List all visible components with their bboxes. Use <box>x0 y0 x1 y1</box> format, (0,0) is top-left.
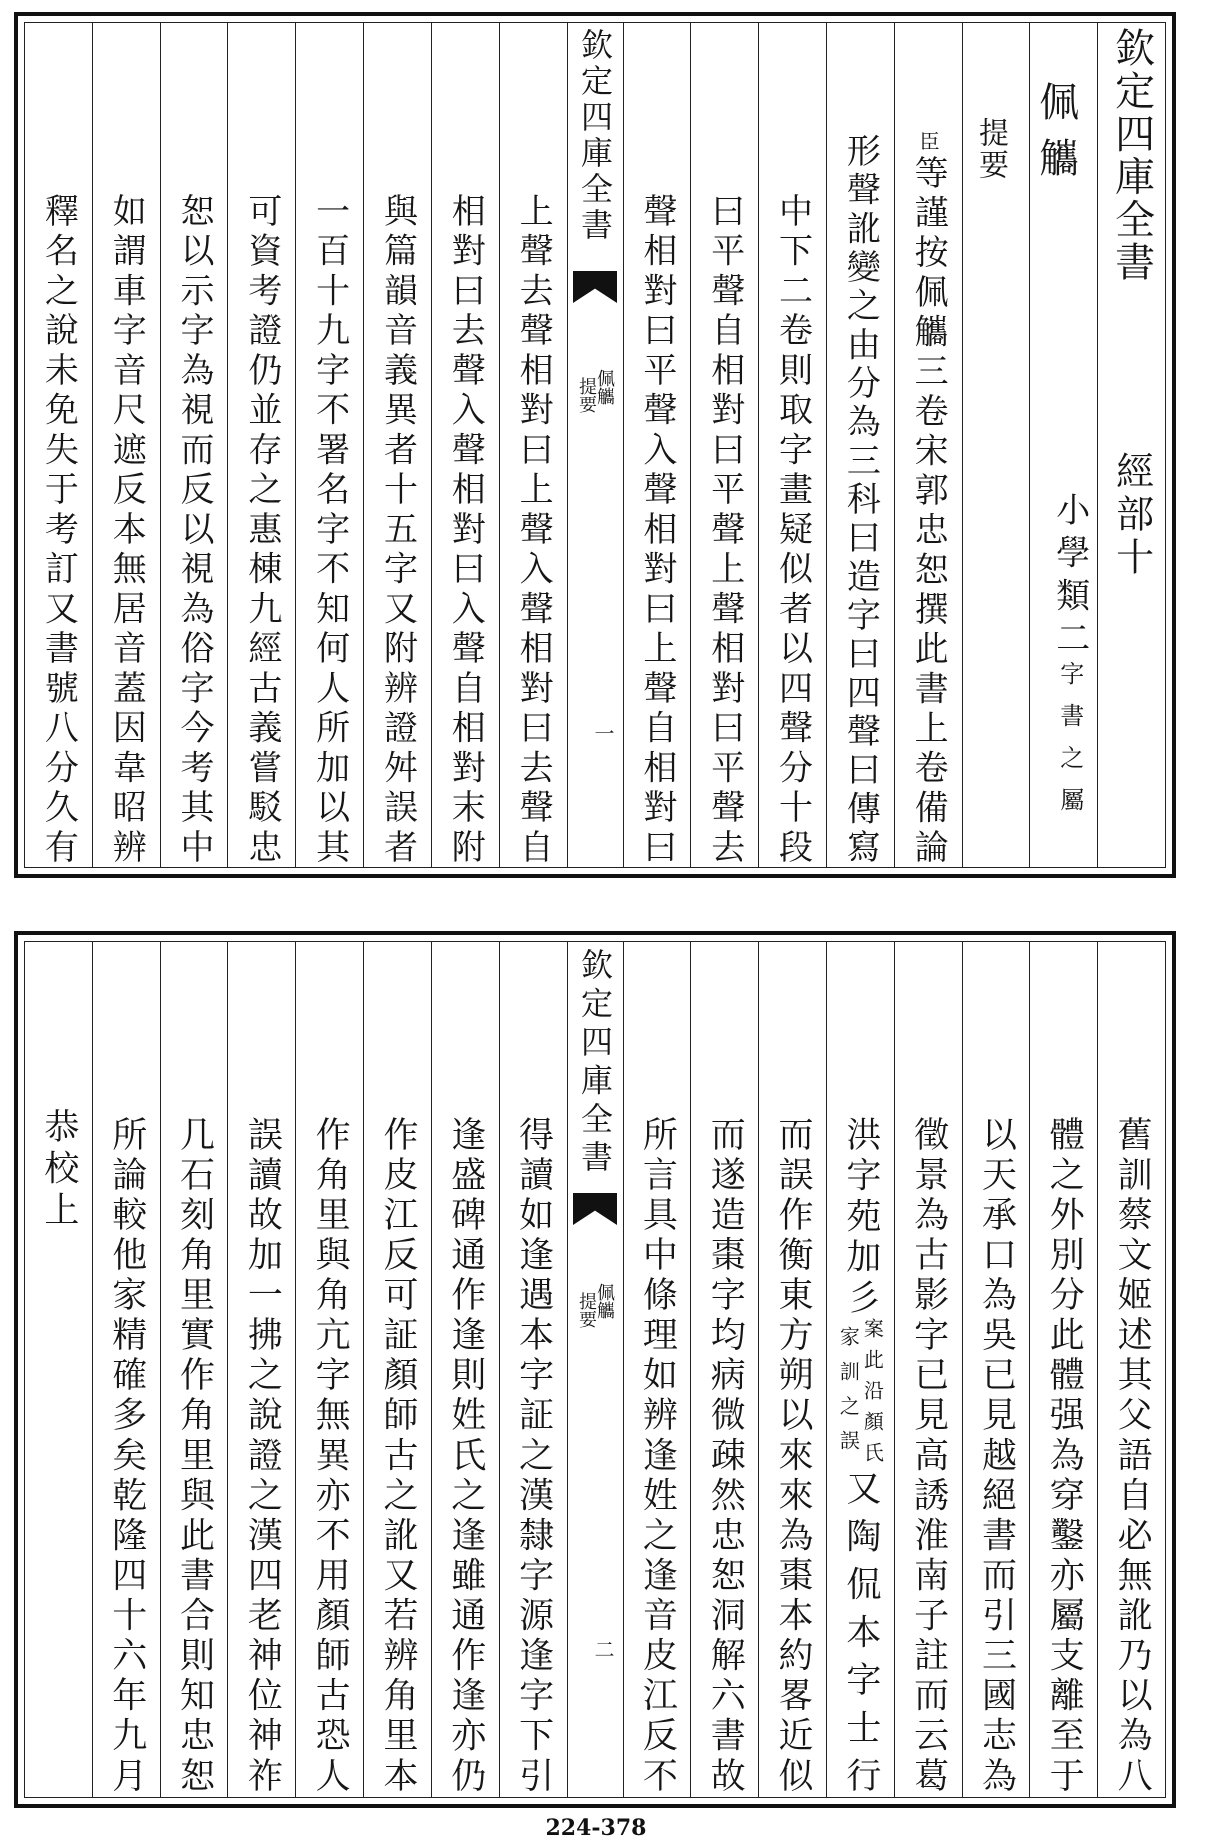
text-line: 徵景為古影字已見高誘淮南子註而云葛 <box>908 1116 949 1792</box>
text-line: 如謂車字音尺遮反本無居音蓋因韋昭辨 <box>106 193 147 863</box>
fishtail-mark <box>573 1193 617 1225</box>
text-column <box>92 942 160 1797</box>
text-column <box>690 23 758 867</box>
interlinear-note-left: 家訓之誤 <box>836 1326 861 1450</box>
text-line: 作皮江反可証顏師古之訛又若辨角里本 <box>377 1116 418 1792</box>
text-column <box>363 942 431 1797</box>
text-line: 曰平聲自相對曰平聲上聲相對曰平聲去 <box>704 193 745 863</box>
text-column <box>92 23 160 867</box>
book-title: 佩觿 <box>1032 81 1079 177</box>
text-line: 相對曰去聲入聲相對曰入聲自相對末附 <box>445 193 486 863</box>
section-heading: 提要 <box>972 117 1008 179</box>
text-line: 以天承口為吳已見越絕書而引三國志為 <box>976 1116 1017 1792</box>
page-fold <box>567 23 623 867</box>
fold-collection-title: 欽定四庫全書 <box>576 948 614 1172</box>
text-column <box>826 23 894 867</box>
text-column <box>431 942 499 1797</box>
text-column <box>363 23 431 867</box>
collation-closing: 恭校上 <box>38 1108 79 1226</box>
text-column <box>623 942 691 1797</box>
text-column <box>499 942 567 1797</box>
text-column <box>962 942 1030 1797</box>
fold-section-label: 提要 <box>576 1292 597 1328</box>
upper-column-grid <box>24 22 1166 868</box>
text-line: 而誤作衡東方朔以來來為棗本約畧近似 <box>773 1116 814 1792</box>
upper-half-page <box>14 12 1176 878</box>
text-column <box>894 23 962 867</box>
fold-book-title: 佩觿 <box>594 1283 615 1319</box>
text-column <box>227 23 295 867</box>
text-line: 又陶侃本字士行 <box>840 1470 881 1792</box>
text-column <box>1097 942 1165 1797</box>
text-column <box>894 942 962 1797</box>
text-column <box>295 23 363 867</box>
fishtail-mark <box>573 271 617 303</box>
text-line: 聲相對曰平聲入聲相對曰上聲自相對曰 <box>636 193 677 863</box>
fold-leaf-number: 一 <box>591 723 615 743</box>
text-column <box>758 23 826 867</box>
text-line: 釋名之說未免失于考訂又書號八分久有 <box>38 193 79 863</box>
collection-title: 欽定四庫全書 <box>1108 27 1155 281</box>
page-fold <box>567 942 623 1797</box>
text-column <box>499 23 567 867</box>
lower-half-page <box>14 931 1176 1808</box>
text-column <box>25 23 92 867</box>
text-line: 體之外別分此體强為穿鑿亦屬支離至于 <box>1044 1116 1085 1792</box>
text-line: 等謹按佩觿三卷宋郭忠恕撰此書上卷備論 <box>908 155 949 863</box>
text-column <box>431 23 499 867</box>
text-column-with-note <box>826 942 894 1797</box>
division-label: 經部十 <box>1109 451 1154 575</box>
text-line: 上聲去聲相對曰上聲入聲相對曰去聲自 <box>513 193 554 863</box>
text-line: 几石刻角里實作角里與此書合則知忠恕 <box>174 1116 215 1792</box>
category-label: 小學類二 <box>1049 492 1090 654</box>
raised-minister-character: 臣 <box>916 131 941 151</box>
column-collection-heading <box>1097 23 1165 867</box>
fold-book-title: 佩觿 <box>594 369 615 405</box>
text-line: 與篇韻音義異者十五字又附辨證舛誤者 <box>377 193 418 863</box>
text-column <box>227 942 295 1797</box>
text-column <box>295 942 363 1797</box>
text-line: 恕以示字為視而反以視為俗字今考其中 <box>174 193 215 863</box>
fold-section-label: 提要 <box>576 377 597 413</box>
text-line: 形聲訛變之由分為三科曰造字曰四聲曰傳寫 <box>840 133 881 863</box>
column-section-heading <box>962 23 1030 867</box>
subcategory-label: 字書之屬 <box>1055 661 1084 811</box>
text-line: 得讀如逢遇本字証之漢隸字源逢字下引 <box>513 1116 554 1792</box>
text-column <box>623 23 691 867</box>
text-line: 所言具中條理如辨逢姓之逢音皮江反不 <box>637 1116 678 1792</box>
text-line: 誤讀故加一拂之說證之漢四老神位神祚 <box>242 1116 283 1792</box>
text-column-closing <box>25 942 92 1797</box>
page-number: 224-378 <box>545 1815 647 1841</box>
text-column <box>690 942 758 1797</box>
text-column <box>160 942 228 1797</box>
interlinear-note-right: 案此沿顏氏 <box>860 1318 885 1462</box>
text-column <box>160 23 228 867</box>
text-column <box>1029 942 1097 1797</box>
column-book-heading <box>1029 23 1097 867</box>
text-line: 洪字苑加彡 <box>840 1116 881 1314</box>
text-column <box>758 942 826 1797</box>
text-line: 舊訓蔡文姬述其父語自必無訛乃以為八 <box>1112 1116 1153 1792</box>
text-line: 所論較他家精確多矣乾隆四十六年九月 <box>106 1116 147 1792</box>
fold-collection-title: 欽定四庫全書 <box>576 28 614 240</box>
lower-column-grid <box>24 941 1166 1798</box>
text-line: 作角里與角亢字無異亦不用顏師古恐人 <box>310 1116 351 1792</box>
text-line: 可資考證仍並存之惠棟九經古義嘗駁忠 <box>241 193 282 863</box>
text-line: 逢盛碑通作逢則姓氏之逢雖通作逢亦仍 <box>445 1116 486 1792</box>
fold-leaf-number: 二 <box>591 1639 615 1659</box>
text-line: 中下二卷則取字畫疑似者以四聲分十段 <box>772 193 813 863</box>
text-line: 而遂造棗字均病微疎然忠恕洞解六書故 <box>705 1116 746 1792</box>
text-line: 一百十九字不署名字不知何人所加以其 <box>309 193 350 863</box>
